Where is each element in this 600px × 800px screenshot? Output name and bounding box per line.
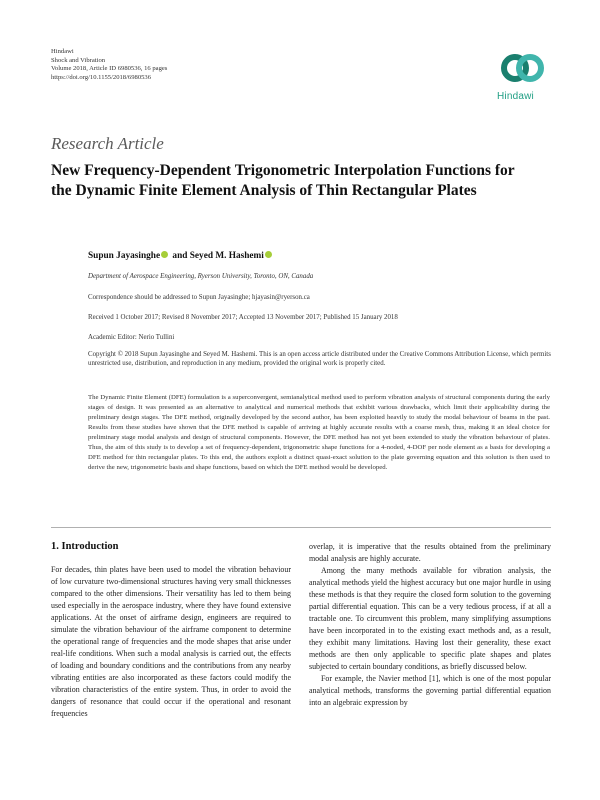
journal-info <box>51 48 167 82</box>
author-name[interactable]: Seyed M. Hashemi <box>189 251 264 261</box>
section-heading: 1. Introduction <box>51 541 119 552</box>
publication-dates: Received 1 October 2017; Revised 8 November 2017; Accepted 13 November 2017; Published 15 January 2018 <box>88 314 398 321</box>
body-paragraph: For example, the Navier method [1], which is one of the most popular analytical methods, transforms the governing partial differential equation into an algebraic expression by <box>309 674 551 707</box>
logo-wordmark: Hindawi <box>497 91 534 102</box>
affiliation: Department of Aerospace Engineering, Ryerson University, Toronto, ON, Canada <box>88 273 314 280</box>
abstract: The Dynamic Finite Element (DFE) formulation is a superconvergent, semianalytical method used to perform vibration analysis of structural components during the early stages of design. It was presented as an alternative to analytical and numerical methods that exhibit various drawbacks, which limit their applicability during the preliminary design stages. The DFE method, originally developed by the second author, has been exploited heavily to study the modal behaviour of beams in the past. Results from these studies have shown that the DFE method is capable of arriving at highly accurate results with a coarse mesh, thus, making it an ideal choice for preliminary stage modal analysis and design of structural components. However, the DFE method has not yet been extended to study the vibration behaviour of plates. Thus, the aim of this study is to develop a set of frequency-dependent, trigonometric shape functions for a 4-noded, 4-DOF per node element as a basis for developing a DFE method for thin rectangular plates. To this end, the authors exploit a distinct quasi-exact solution to the plate governing equation and this solution is then used to derive the new, trigonometric basis and shape functions, based on which the DFE method would be developed. <box>88 394 550 471</box>
academic-editor: Academic Editor: Nerio Tullini <box>88 334 175 341</box>
journal-name: Shock and Vibration <box>51 56 106 64</box>
author-line <box>88 251 274 261</box>
copyright-notice: Copyright © 2018 Supun Jayasinghe and Seyed M. Hashemi. This is an open access article distributed under the Creative Commons Attribution License, which permits unrestricted use, distribution, and reproduction in any medium, provided the original work is properly cited. <box>88 351 551 368</box>
logo-ring-right <box>519 57 541 79</box>
doi-link[interactable]: https://doi.org/10.1155/2018/6980536 <box>51 73 152 81</box>
paper-title: New Frequency-Dependent Trigonometric Interpolation Functions for the Dynamic Finite Element Analysis of Thin Rectangular Plates <box>51 162 515 199</box>
body-paragraph: overlap, it is imperative that the results obtained from the preliminary modal analysis are highly accurate. <box>309 542 551 563</box>
volume-line: Volume 2018, Article ID 6980536, 16 pages <box>51 65 168 73</box>
section-divider <box>51 527 551 528</box>
correspondence: Correspondence should be addressed to Supun Jayasinghe; hjayasin@ryerson.ca <box>88 294 310 301</box>
orcid-icon[interactable] <box>265 251 272 258</box>
body-column-right <box>309 541 551 709</box>
article-type: Research Article <box>51 134 164 153</box>
body-column-left <box>51 564 291 720</box>
publisher-name: Hindawi <box>51 48 74 55</box>
body-paragraph: For decades, thin plates have been used to model the vibration behaviour of low curvature two-dimensional structures having very small thicknesses compared to the other dimensions. Their versatility has led to them being used especially in the aerospace industry, where they have found extensive applications. At the onset of airframe design, engineers are required to simulate the vibration behaviour of the airframe component to determine the operational range of frequencies and the mode shapes that arise under real-life conditions. When such a modal analysis is carried out, the effects of loading and boundary conditions and the contributions from any nearby vibrating entities are also incorporated as these factors could modify the vibration characteristics of the entire system. Thus, in order to avoid the dangers of resonance that could occur if the operational and resonant frequencies <box>51 565 291 718</box>
body-paragraph: Among the many methods available for vibration analysis, the analytical methods yield the highest accuracy but one major hurdle in using these methods is that they require the closed form solution to the governing partial differential equation. This can be a very tedious process, if at all a tractable one. To circumvent this problem, many simplifying assumptions have been incorporated in to the existing exact methods and, as a result, they exhibit many limitations. Having lost their generality, these exact methods are then only applicable to specific plate shapes and plates subjected to certain boundary conditions, as briefly discussed below. <box>309 566 551 671</box>
author-connector: and <box>172 251 188 261</box>
orcid-icon[interactable] <box>161 251 168 258</box>
author-name[interactable]: Supun Jayasinghe <box>88 251 161 261</box>
